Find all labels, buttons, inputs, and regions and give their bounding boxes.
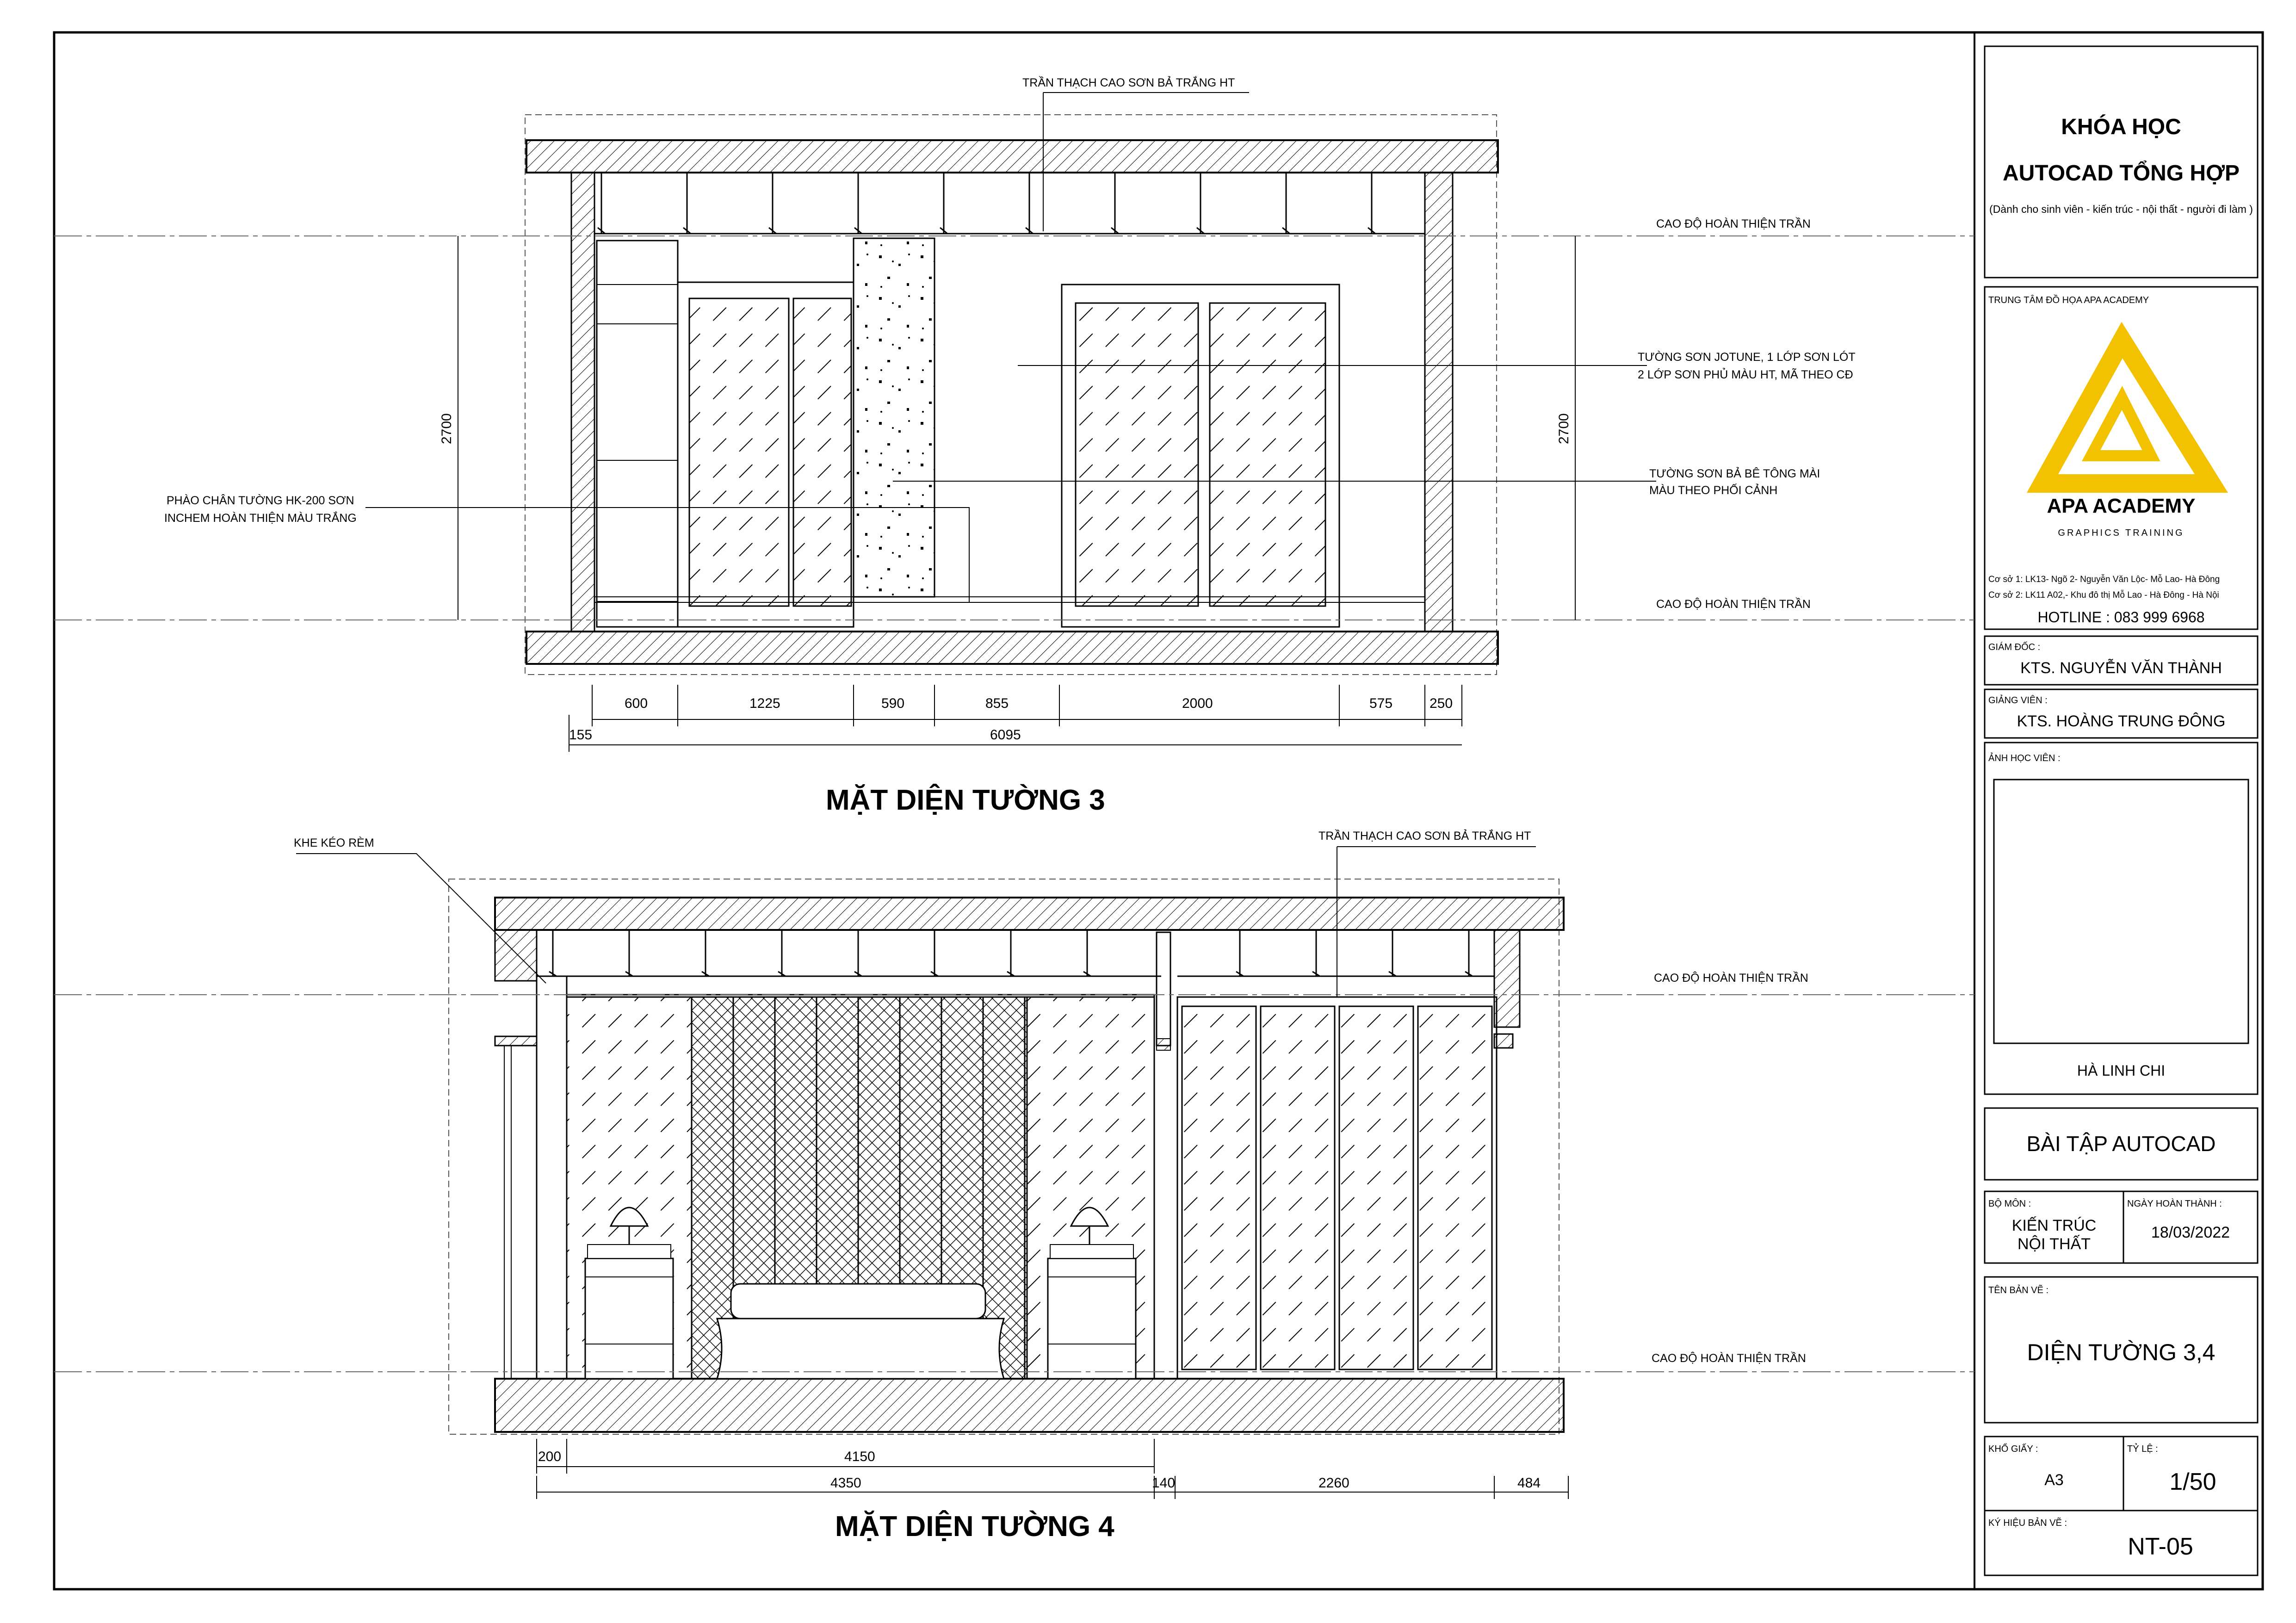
floor-level-label: CAO ĐỘ HOÀN THIỆN TRẦN [1656, 598, 1811, 611]
brand-name: APA ACADEMY [2047, 495, 2196, 517]
ceiling-level-label: CAO ĐỘ HOÀN THIỆN TRẦN [1654, 972, 1808, 985]
ceiling-drop [1157, 932, 1170, 1046]
dim-575: 575 [1369, 696, 1393, 711]
floor-slab [526, 632, 1498, 664]
student-photo-label: ẢNH HỌC VIÊN : [1988, 753, 2061, 763]
ceiling-hangers [549, 930, 1473, 976]
floor-slab [495, 1379, 1564, 1432]
elevation-3 [54, 75, 1974, 816]
sheet-border [54, 32, 2263, 1589]
dim-855: 855 [985, 696, 1009, 711]
director-label: GIÁM ĐỐC : [1988, 642, 2041, 652]
dept-label: BỘ MÔN : [1988, 1199, 2031, 1209]
elevation-4-title: MẶT DIỆN TƯỜNG 4 [835, 1511, 1114, 1542]
student-name: HÀ LINH CHI [2077, 1062, 2166, 1079]
dim-200: 200 [538, 1449, 562, 1464]
dim-ticks [592, 685, 1462, 726]
dim-2260: 2260 [1318, 1475, 1349, 1491]
date-value: 18/03/2022 [2151, 1224, 2230, 1241]
wardrobe-door [1182, 1006, 1256, 1369]
address-2: Cơ sở 2: LK11 A02,- Khu đô thị Mỗ Lao - Hà Đông - Hà Nội [1988, 590, 2219, 600]
ceiling-note: TRẦN THẠCH CAO SƠN BẢ TRẮNG HT [1318, 830, 1531, 842]
dim-600: 600 [625, 696, 648, 711]
open-shelf [597, 241, 678, 627]
dim-4350: 4350 [830, 1475, 861, 1491]
dim-140: 140 [1152, 1475, 1176, 1491]
ceiling-note: TRẦN THẠCH CAO SƠN BẢ TRẮNG HT [1022, 76, 1235, 89]
address-1: Cơ sở 1: LK13- Ngõ 2- Nguyễn Văn Lộc- Mỗ Lao- Hà Đông [1988, 575, 2220, 584]
scale-value: 1/50 [2169, 1468, 2216, 1495]
right-wall [1494, 930, 1520, 1027]
wall-paint-note-2: 2 LỚP SƠN PHỦ MÀU HT, MÃ THEO CĐ [1638, 368, 1853, 381]
director-name: KTS. NGUYỄN VĂN THÀNH [2020, 659, 2222, 677]
dim-484: 484 [1517, 1475, 1541, 1491]
course-title-1: KHÓA HỌC [2061, 115, 2181, 139]
code-value: NT-05 [2128, 1533, 2193, 1560]
dim-1225: 1225 [749, 696, 780, 711]
exercise-title: BÀI TẬP AUTOCAD [2026, 1132, 2216, 1156]
student-photo-box [1994, 780, 2248, 1043]
sliding-door-panel [1076, 303, 1198, 606]
right-wall [1425, 173, 1453, 632]
sliding-door-panel [1210, 303, 1325, 606]
wardrobe-door [1339, 1006, 1413, 1369]
dim-4150: 4150 [844, 1449, 875, 1464]
center-name: TRUNG TÂM ĐỒ HỌA APA ACADEMY [1988, 295, 2149, 305]
scale-label: TỶ LỆ : [2127, 1444, 2158, 1454]
elevation-4 [54, 829, 1974, 1542]
dept-1: KIẾN TRÚC [2011, 1217, 2097, 1234]
ceiling-hangers [598, 173, 1375, 234]
concrete-note: TƯỜNG SƠN BẢ BÊ TÔNG MÀI [1649, 467, 1820, 480]
dim-2000: 2000 [1182, 696, 1213, 711]
height-dim-left-label: 2700 [439, 413, 454, 444]
paper-label: KHỔ GIẤY : [1988, 1444, 2038, 1454]
wall-paint-note: TƯỜNG SƠN JOTUNE, 1 LỚP SƠN LÓT [1638, 351, 1856, 364]
skirting-note: PHÀO CHÂN TƯỜNG HK-200 SƠN [167, 494, 354, 507]
drawing-name-label: TÊN BẢN VẼ : [1988, 1285, 2049, 1295]
code-label: KÝ HIỆU BẢN VẼ : [1988, 1518, 2067, 1528]
concrete-note-2: MÀU THEO PHỐI CẢNH [1649, 484, 1778, 497]
skirting-note-2: INCHEM HOÀN THIỆN MÀU TRẮNG [164, 512, 357, 525]
hotline: HOTLINE : 083 999 6968 [2037, 609, 2205, 626]
curtain-note: KHE KÉO RÈM [294, 836, 374, 849]
course-title-2: AUTOCAD TỔNG HỢP [2002, 161, 2240, 186]
ceiling-level-label: CAO ĐỘ HOÀN THIỆN TRẦN [1656, 217, 1811, 230]
wardrobe-door [1418, 1006, 1492, 1369]
ceiling-slab [526, 140, 1498, 173]
dept-2: NỘI THẤT [2017, 1235, 2091, 1253]
wardrobe-door [1261, 1006, 1335, 1369]
dim-6095: 6095 [990, 727, 1021, 743]
teacher-name: KTS. HOÀNG TRUNG ĐÔNG [2017, 712, 2226, 730]
brand-subtitle: GRAPHICS TRAINING [2058, 528, 2185, 538]
view-boundary [525, 115, 1497, 675]
course-subtitle: (Dành cho sinh viên - kiến trúc - nội thất - người đi làm ) [1989, 203, 2253, 215]
curtain-box [537, 976, 567, 1379]
elevation-3-title: MẶT DIỆN TƯỜNG 3 [826, 784, 1105, 816]
left-wall [571, 173, 594, 632]
floor-level-label: CAO ĐỘ HOÀN THIỆN TRẦN [1652, 1352, 1806, 1365]
dim-250: 250 [1430, 696, 1453, 711]
bed [717, 1284, 1004, 1379]
date-label: NGÀY HOÀN THÀNH : [2127, 1199, 2222, 1209]
wardrobe-door [793, 298, 851, 606]
ceiling-slab [495, 898, 1564, 930]
title-block [1985, 46, 2258, 1575]
concrete-panel [854, 238, 934, 597]
apa-logo [2042, 340, 2211, 483]
left-wall [495, 930, 537, 981]
teacher-label: GIẢNG VIÊN : [1988, 695, 2048, 706]
dim-155: 155 [569, 727, 593, 743]
wardrobe-door [689, 298, 789, 606]
height-dim-right-label: 2700 [1556, 413, 1572, 444]
paper-value: A3 [2044, 1471, 2064, 1489]
dim-590: 590 [881, 696, 905, 711]
drawing-name: DIỆN TƯỜNG 3,4 [2027, 1339, 2216, 1365]
